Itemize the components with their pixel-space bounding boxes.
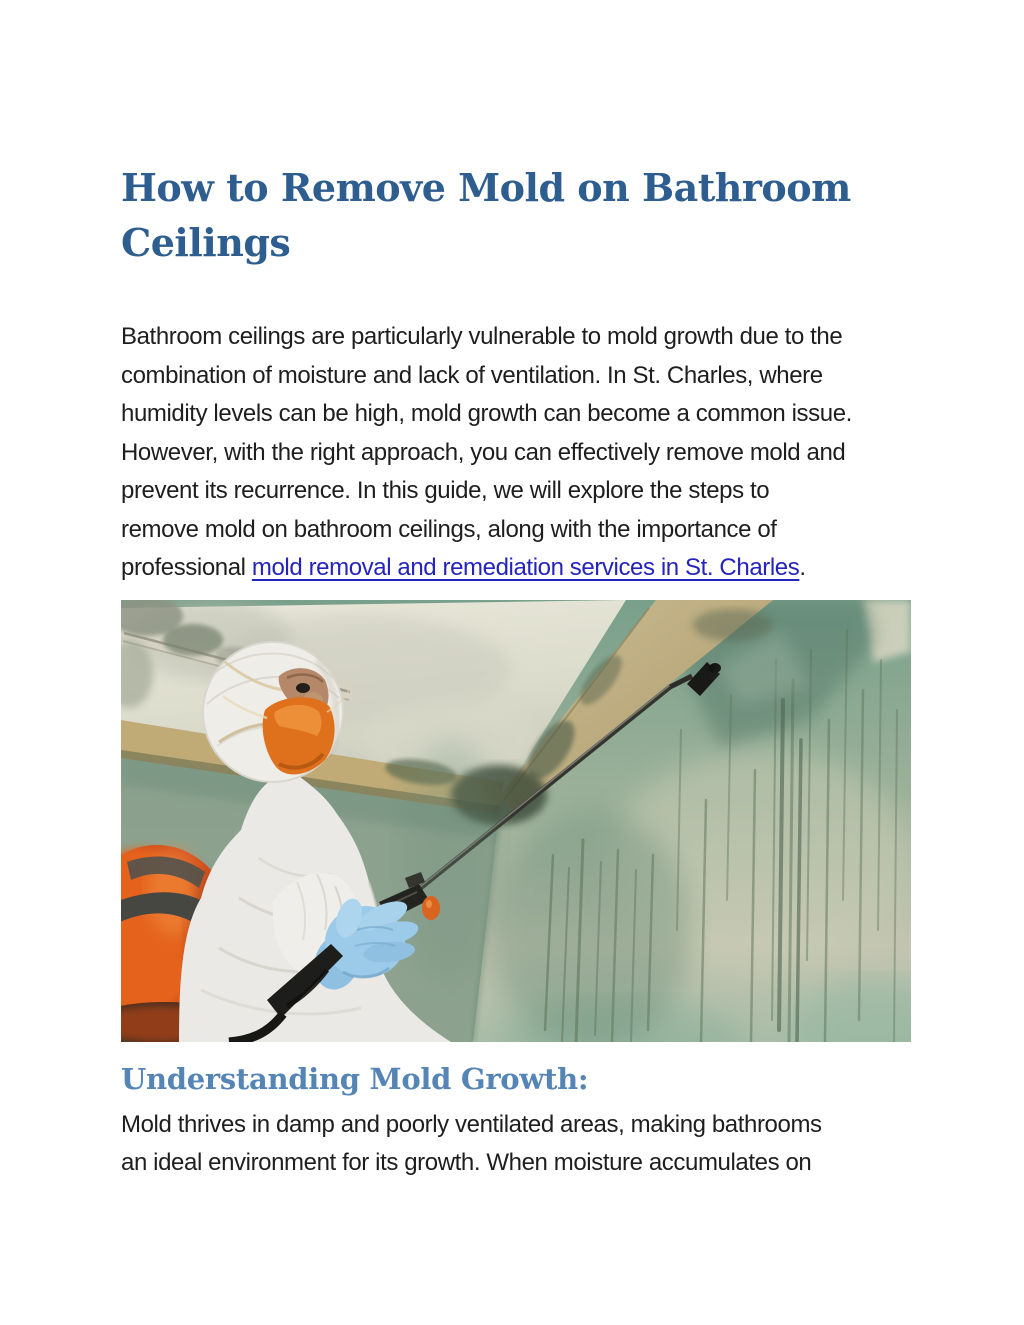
section-paragraph — [121, 1106, 913, 1183]
text-line: prevent its recurrence. In this guide, we will explore the steps to — [121, 477, 770, 504]
link-prefix-text: professional — [121, 554, 252, 581]
intro-last-line — [121, 549, 913, 588]
mold-spraying-photo — [121, 600, 911, 1042]
text-line: humidity levels can be high, mold growth can become a common issue. — [121, 400, 852, 427]
intro-paragraph — [121, 318, 913, 588]
section-lines — [121, 1106, 913, 1183]
page-title: How to Remove Mold on Bathroom Ceilings — [121, 165, 851, 265]
mold-removal-services-link[interactable]: mold removal and remediation services in St. Charles — [251, 554, 800, 581]
text-line: combination of moisture and lack of ventilation. In St. Charles, where — [121, 361, 823, 389]
document-content — [121, 160, 913, 1183]
text-line: an ideal environment for its growth. When moisture accumulates on — [121, 1149, 812, 1176]
mold-spraying-photo-illustration — [121, 600, 911, 1042]
text-line: However, with the right approach, you can effectively remove mold and — [121, 438, 846, 466]
link-suffix-text: . — [799, 554, 806, 581]
section-heading: Understanding Mold Growth: — [121, 1061, 589, 1096]
text-line: Mold thrives in damp and poorly ventilated areas, making bathrooms — [121, 1110, 822, 1138]
intro-lines — [121, 318, 913, 549]
text-line: remove mold on bathroom ceilings, along with the importance of — [121, 515, 777, 543]
text-line: Bathroom ceilings are particularly vulnerable to mold growth due to the — [121, 323, 843, 350]
